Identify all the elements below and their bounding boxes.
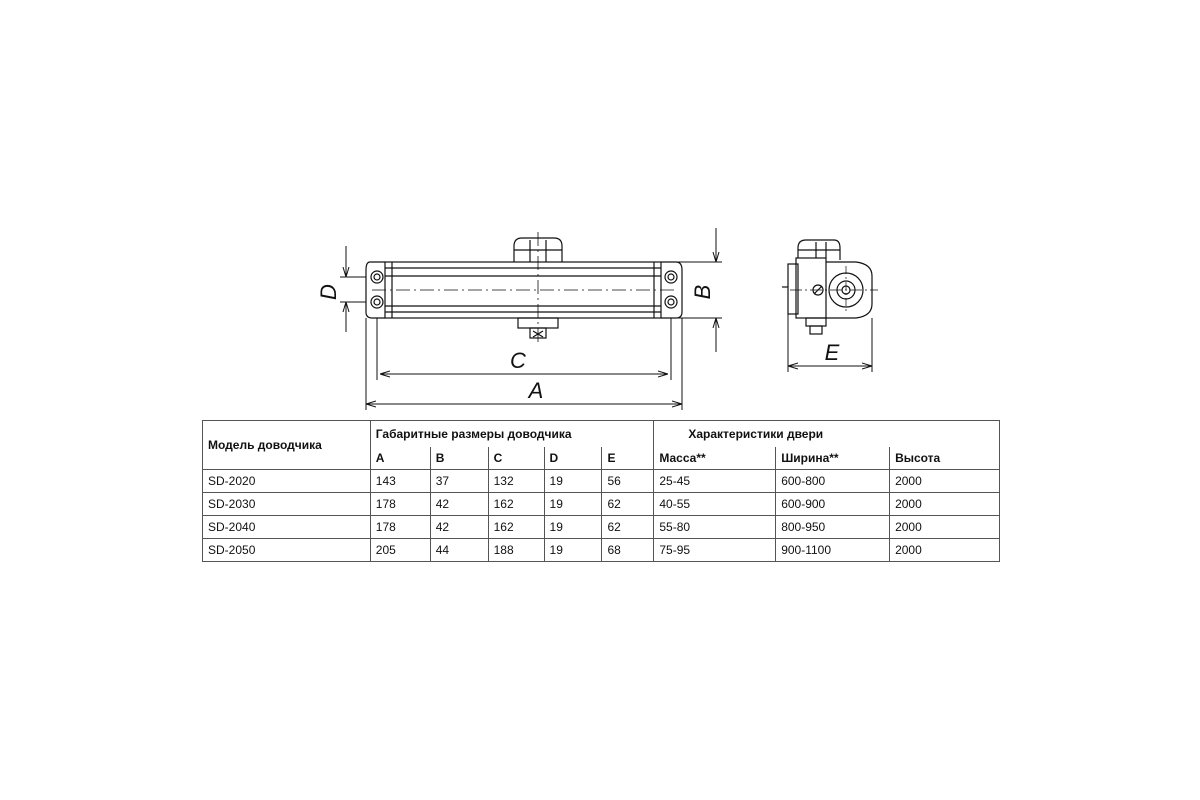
cell-e: 62 bbox=[602, 493, 654, 516]
cell-b: 42 bbox=[430, 516, 488, 539]
table-row bbox=[203, 516, 1000, 539]
column-header-width: Ширина** bbox=[776, 447, 890, 470]
cell-c: 188 bbox=[488, 539, 544, 562]
cell-d: 19 bbox=[544, 470, 602, 493]
cell-d: 19 bbox=[544, 493, 602, 516]
cell-model: SD-2020 bbox=[203, 470, 371, 493]
cell-width: 600-800 bbox=[776, 470, 890, 493]
cell-width: 600-900 bbox=[776, 493, 890, 516]
cell-c: 162 bbox=[488, 493, 544, 516]
column-header-e: E bbox=[602, 447, 654, 470]
closer-front-view bbox=[366, 232, 682, 344]
cell-a: 143 bbox=[370, 470, 430, 493]
column-header-c: C bbox=[488, 447, 544, 470]
cell-mass: 25-45 bbox=[654, 470, 776, 493]
dimensions-group-header: Габаритные размеры доводчика bbox=[370, 421, 654, 448]
cell-e: 62 bbox=[602, 516, 654, 539]
cell-b: 37 bbox=[430, 470, 488, 493]
cell-mass: 55-80 bbox=[654, 516, 776, 539]
cell-d: 19 bbox=[544, 516, 602, 539]
cell-a: 178 bbox=[370, 493, 430, 516]
cell-b: 42 bbox=[430, 493, 488, 516]
dimension-label-b: B bbox=[690, 284, 715, 300]
dimension-label-c: C bbox=[510, 348, 526, 373]
model-header: Модель доводчика bbox=[203, 421, 371, 470]
cell-mass: 40-55 bbox=[654, 493, 776, 516]
column-header-a: A bbox=[370, 447, 430, 470]
cell-c: 162 bbox=[488, 516, 544, 539]
cell-mass: 75-95 bbox=[654, 539, 776, 562]
cell-e: 68 bbox=[602, 539, 654, 562]
table-row bbox=[203, 539, 1000, 562]
table-row bbox=[203, 470, 1000, 493]
cell-e: 56 bbox=[602, 470, 654, 493]
dimension-label-a: A bbox=[528, 378, 544, 403]
cell-a: 205 bbox=[370, 539, 430, 562]
cell-d: 19 bbox=[544, 539, 602, 562]
cell-b: 44 bbox=[430, 539, 488, 562]
cell-model: SD-2050 bbox=[203, 539, 371, 562]
cell-model: SD-2040 bbox=[203, 516, 371, 539]
cell-width: 800-950 bbox=[776, 516, 890, 539]
cell-height: 2000 bbox=[890, 539, 1000, 562]
table-row bbox=[203, 493, 1000, 516]
dimension-d bbox=[340, 246, 366, 332]
cell-c: 132 bbox=[488, 470, 544, 493]
cell-a: 178 bbox=[370, 516, 430, 539]
cell-model: SD-2030 bbox=[203, 493, 371, 516]
cell-width: 900-1100 bbox=[776, 539, 890, 562]
cell-height: 2000 bbox=[890, 516, 1000, 539]
door-group-header: Характеристики двери bbox=[654, 421, 1000, 448]
column-header-mass: Масса** bbox=[654, 447, 776, 470]
column-header-d: D bbox=[544, 447, 602, 470]
cell-height: 2000 bbox=[890, 493, 1000, 516]
closer-side-view bbox=[782, 240, 878, 334]
column-header-height: Высота bbox=[890, 447, 1000, 470]
column-header-b: B bbox=[430, 447, 488, 470]
specification-table bbox=[202, 420, 1000, 562]
dimension-label-d: D bbox=[316, 284, 341, 300]
cell-height: 2000 bbox=[890, 470, 1000, 493]
dimension-label-e: E bbox=[824, 340, 840, 365]
